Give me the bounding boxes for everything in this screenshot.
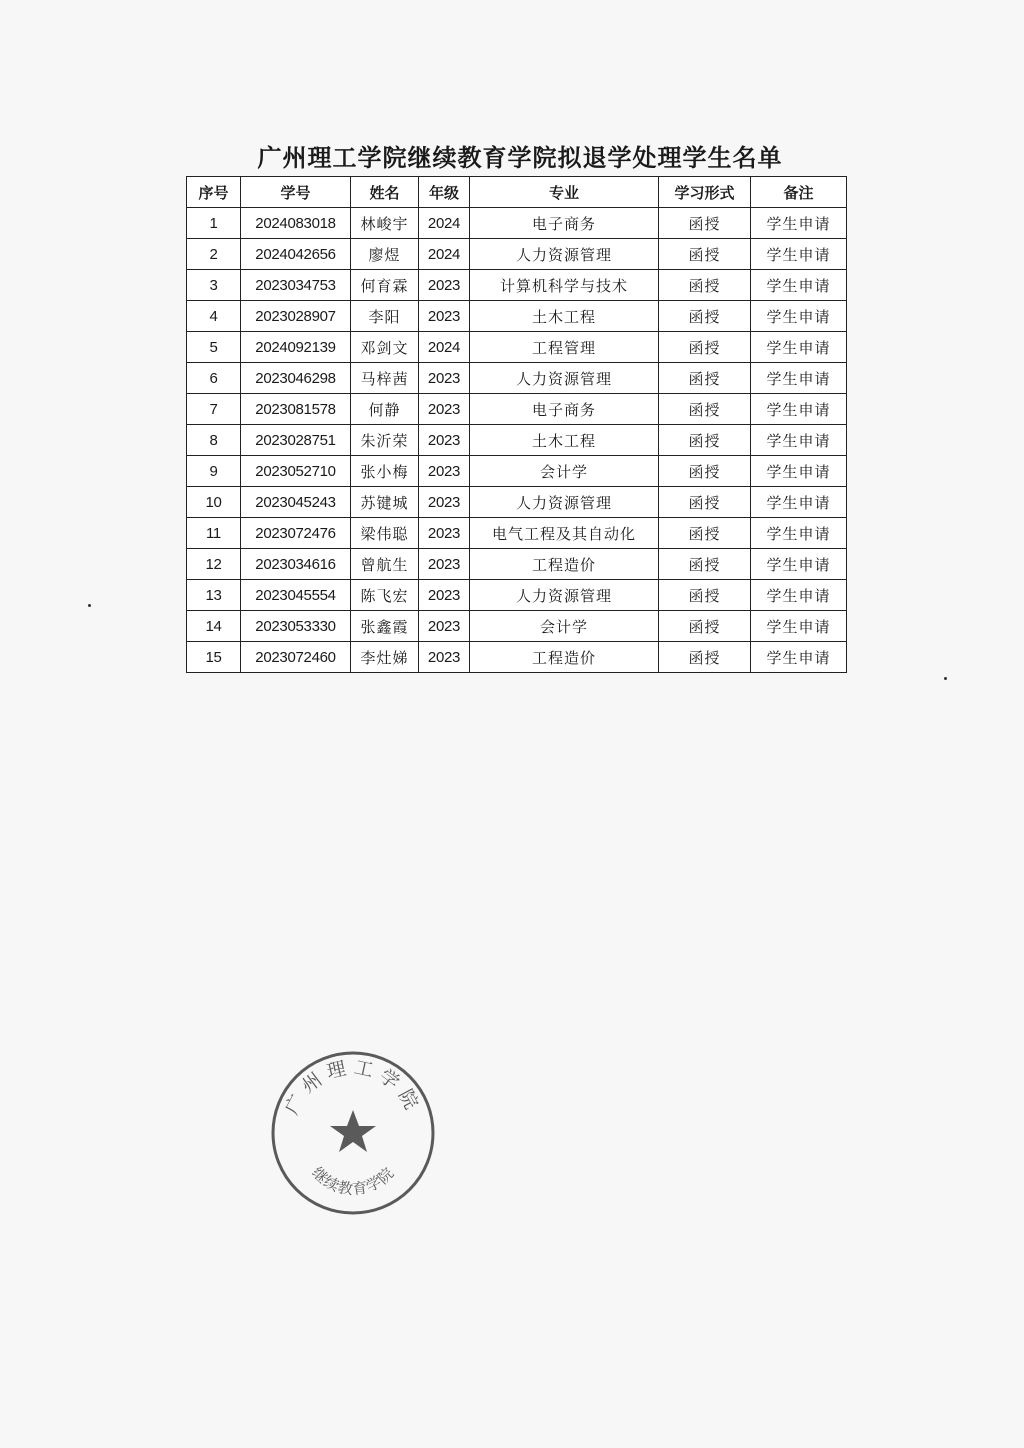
cell-grade: 2023 xyxy=(419,549,470,580)
cell-major: 会计学 xyxy=(470,456,659,487)
cell-study-mode: 函授 xyxy=(659,549,751,580)
cell-name: 何育霖 xyxy=(351,270,419,301)
cell-index: 4 xyxy=(187,301,241,332)
cell-major: 工程造价 xyxy=(470,549,659,580)
table-row xyxy=(187,208,847,239)
cell-index: 12 xyxy=(187,549,241,580)
cell-grade: 2024 xyxy=(419,332,470,363)
cell-name: 朱沂荣 xyxy=(351,425,419,456)
cell-remark: 学生申请 xyxy=(751,456,847,487)
cell-student-id: 2023045243 xyxy=(241,487,351,518)
cell-student-id: 2023028907 xyxy=(241,301,351,332)
cell-index: 13 xyxy=(187,580,241,611)
scan-speck xyxy=(944,677,947,680)
table-row xyxy=(187,332,847,363)
cell-index: 9 xyxy=(187,456,241,487)
header-index: 序号 xyxy=(187,177,241,208)
cell-student-id: 2023046298 xyxy=(241,363,351,394)
cell-remark: 学生申请 xyxy=(751,208,847,239)
header-student-id: 学号 xyxy=(241,177,351,208)
table-row xyxy=(187,363,847,394)
cell-study-mode: 函授 xyxy=(659,394,751,425)
table-row xyxy=(187,611,847,642)
cell-remark: 学生申请 xyxy=(751,580,847,611)
cell-major: 电子商务 xyxy=(470,394,659,425)
cell-name: 张小梅 xyxy=(351,456,419,487)
cell-grade: 2023 xyxy=(419,611,470,642)
cell-major: 工程管理 xyxy=(470,332,659,363)
cell-grade: 2023 xyxy=(419,642,470,673)
header-study-mode: 学习形式 xyxy=(659,177,751,208)
cell-name: 陈飞宏 xyxy=(351,580,419,611)
cell-index: 5 xyxy=(187,332,241,363)
cell-grade: 2023 xyxy=(419,487,470,518)
table-body xyxy=(187,208,847,673)
cell-name: 梁伟聪 xyxy=(351,518,419,549)
cell-major: 土木工程 xyxy=(470,425,659,456)
student-roster-table xyxy=(186,176,847,673)
cell-name: 马梓茜 xyxy=(351,363,419,394)
scan-speck xyxy=(88,604,91,607)
official-seal xyxy=(268,1048,438,1218)
cell-major: 电气工程及其自动化 xyxy=(470,518,659,549)
cell-major: 电子商务 xyxy=(470,208,659,239)
cell-remark: 学生申请 xyxy=(751,301,847,332)
cell-major: 人力资源管理 xyxy=(470,363,659,394)
cell-student-id: 2024083018 xyxy=(241,208,351,239)
cell-remark: 学生申请 xyxy=(751,611,847,642)
table-row xyxy=(187,456,847,487)
cell-student-id: 2023052710 xyxy=(241,456,351,487)
header-grade: 年级 xyxy=(419,177,470,208)
cell-remark: 学生申请 xyxy=(751,270,847,301)
cell-grade: 2023 xyxy=(419,394,470,425)
cell-student-id: 2023053330 xyxy=(241,611,351,642)
cell-study-mode: 函授 xyxy=(659,363,751,394)
cell-study-mode: 函授 xyxy=(659,487,751,518)
seal-inner-text: 继续教育学院 xyxy=(308,1163,398,1199)
cell-study-mode: 函授 xyxy=(659,611,751,642)
cell-index: 10 xyxy=(187,487,241,518)
cell-major: 人力资源管理 xyxy=(470,239,659,270)
table-row xyxy=(187,425,847,456)
table-row xyxy=(187,518,847,549)
cell-name: 李阳 xyxy=(351,301,419,332)
cell-grade: 2023 xyxy=(419,518,470,549)
cell-major: 计算机科学与技术 xyxy=(470,270,659,301)
cell-major: 会计学 xyxy=(470,611,659,642)
cell-grade: 2023 xyxy=(419,363,470,394)
cell-study-mode: 函授 xyxy=(659,239,751,270)
cell-student-id: 2023081578 xyxy=(241,394,351,425)
cell-study-mode: 函授 xyxy=(659,270,751,301)
cell-student-id: 2023072476 xyxy=(241,518,351,549)
cell-study-mode: 函授 xyxy=(659,208,751,239)
cell-name: 张鑫霞 xyxy=(351,611,419,642)
cell-student-id: 2023028751 xyxy=(241,425,351,456)
cell-name: 何静 xyxy=(351,394,419,425)
seal-star-icon xyxy=(330,1110,376,1152)
cell-major: 工程造价 xyxy=(470,642,659,673)
header-remark: 备注 xyxy=(751,177,847,208)
cell-grade: 2023 xyxy=(419,270,470,301)
cell-name: 苏键城 xyxy=(351,487,419,518)
cell-index: 7 xyxy=(187,394,241,425)
cell-student-id: 2023072460 xyxy=(241,642,351,673)
seal-outer-text: 广州理工学院 xyxy=(280,1056,426,1119)
header-name: 姓名 xyxy=(351,177,419,208)
cell-study-mode: 函授 xyxy=(659,425,751,456)
cell-index: 3 xyxy=(187,270,241,301)
table-row xyxy=(187,487,847,518)
table-row xyxy=(187,239,847,270)
cell-study-mode: 函授 xyxy=(659,456,751,487)
cell-major: 人力资源管理 xyxy=(470,487,659,518)
cell-name: 李灶娣 xyxy=(351,642,419,673)
cell-student-id: 2024092139 xyxy=(241,332,351,363)
table-row xyxy=(187,270,847,301)
cell-index: 15 xyxy=(187,642,241,673)
cell-remark: 学生申请 xyxy=(751,363,847,394)
cell-student-id: 2023034616 xyxy=(241,549,351,580)
header-major: 专业 xyxy=(470,177,659,208)
cell-student-id: 2024042656 xyxy=(241,239,351,270)
cell-remark: 学生申请 xyxy=(751,394,847,425)
cell-name: 廖煜 xyxy=(351,239,419,270)
cell-index: 14 xyxy=(187,611,241,642)
cell-remark: 学生申请 xyxy=(751,487,847,518)
cell-student-id: 2023034753 xyxy=(241,270,351,301)
cell-student-id: 2023045554 xyxy=(241,580,351,611)
cell-grade: 2023 xyxy=(419,301,470,332)
table-row xyxy=(187,301,847,332)
cell-major: 人力资源管理 xyxy=(470,580,659,611)
cell-study-mode: 函授 xyxy=(659,642,751,673)
cell-grade: 2023 xyxy=(419,580,470,611)
table-header-row xyxy=(187,177,847,208)
cell-grade: 2023 xyxy=(419,456,470,487)
cell-name: 邓剑文 xyxy=(351,332,419,363)
document-title: 广州理工学院继续教育学院拟退学处理学生名单 xyxy=(257,143,783,172)
cell-name: 林峻宇 xyxy=(351,208,419,239)
cell-name: 曾航生 xyxy=(351,549,419,580)
table-row xyxy=(187,642,847,673)
cell-grade: 2024 xyxy=(419,208,470,239)
cell-index: 8 xyxy=(187,425,241,456)
cell-major: 土木工程 xyxy=(470,301,659,332)
cell-index: 1 xyxy=(187,208,241,239)
cell-study-mode: 函授 xyxy=(659,332,751,363)
cell-index: 6 xyxy=(187,363,241,394)
table-row xyxy=(187,549,847,580)
cell-grade: 2024 xyxy=(419,239,470,270)
cell-study-mode: 函授 xyxy=(659,301,751,332)
cell-remark: 学生申请 xyxy=(751,425,847,456)
cell-study-mode: 函授 xyxy=(659,580,751,611)
cell-remark: 学生申请 xyxy=(751,518,847,549)
cell-grade: 2023 xyxy=(419,425,470,456)
table-row xyxy=(187,394,847,425)
cell-remark: 学生申请 xyxy=(751,239,847,270)
cell-remark: 学生申请 xyxy=(751,549,847,580)
cell-remark: 学生申请 xyxy=(751,642,847,673)
cell-index: 2 xyxy=(187,239,241,270)
cell-study-mode: 函授 xyxy=(659,518,751,549)
cell-index: 11 xyxy=(187,518,241,549)
table-row xyxy=(187,580,847,611)
cell-remark: 学生申请 xyxy=(751,332,847,363)
